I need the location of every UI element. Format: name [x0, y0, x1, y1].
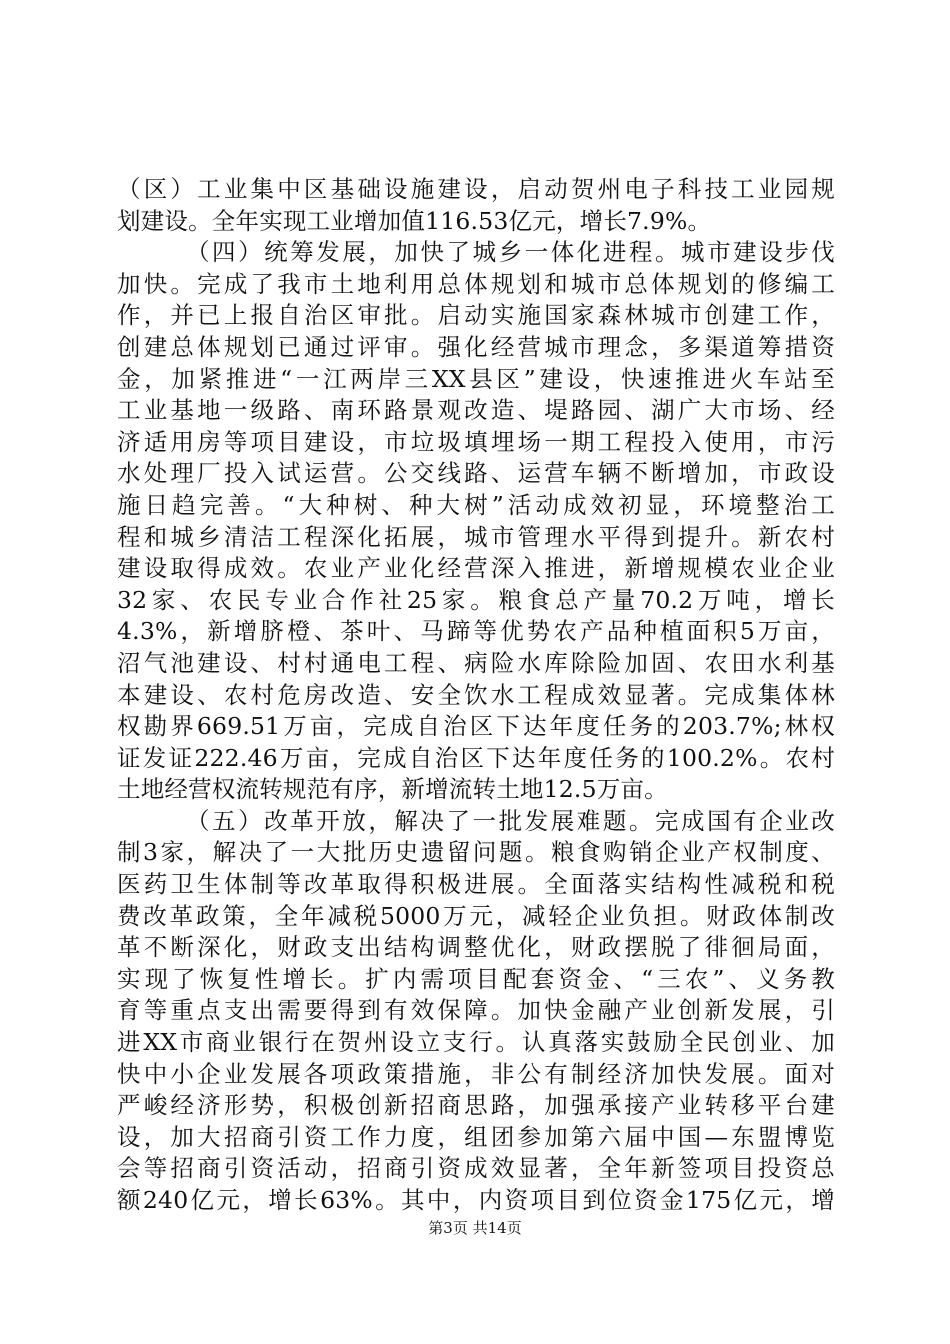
text-line: （五）改革开放，解决了一批发展难题。完成国有企业改: [186, 806, 835, 835]
text-line: 工业基地一级路、南环路景观改造、堤路园、湖广大市场、经: [117, 396, 835, 425]
text-line: 费改革政策，全年减税5000万元，减轻企业负担。财政体制改: [117, 901, 835, 930]
text-line: 32家、农民专业合作社25家。粮食总产量70.2万吨，增长: [117, 585, 835, 614]
text-line: 土地经营权流转规范有序，新增流转土地12.5万亩。: [117, 775, 668, 804]
text-line: 育等重点支出需要得到有效保障。加快金融产业创新发展，引: [117, 996, 835, 1025]
paragraph-continuation: [117, 174, 835, 237]
text-line: （四）统筹发展，加快了城乡一体化进程。城市建设步伐: [186, 238, 835, 267]
text-line: 济适用房等项目建设，市垃圾填埋场一期工程投入使用，市污: [117, 427, 835, 456]
text-line: （区）工业集中区基础设施建设，启动贺州电子科技工业园规: [117, 175, 835, 203]
text-line: 4.3%，新增脐橙、茶叶、马蹄等优势农产品种植面积5万亩，: [117, 617, 835, 646]
text-line: 创建总体规划已通过评审。强化经营城市理念，多渠道筹措资: [117, 332, 835, 361]
text-line: 证发证222.46万亩，完成自治区下达年度任务的100.2%。农村: [117, 743, 835, 772]
document-body: [117, 174, 835, 1217]
text-line: 施日趋完善。“大种树、种大树”活动成效初显，环境整治工: [117, 490, 835, 519]
text-line: 实现了恢复性增长。扩内需项目配套资金、“三农”、义务教: [117, 964, 835, 993]
text-line: 权勘界669.51万亩，完成自治区下达年度任务的203.7%;林权: [117, 712, 835, 741]
text-line: 医药卫生体制等改革取得积极进展。全面落实结构性减税和税: [117, 870, 835, 899]
text-line: 严峻经济形势，积极创新招商思路，加强承接产业转移平台建: [117, 1091, 835, 1120]
paragraph-section-4: [117, 237, 835, 806]
text-line: 程和城乡清洁工程深化拓展，城市管理水平得到提升。新农村: [117, 522, 835, 551]
text-line: 加快。完成了我市土地利用总体规划和城市总体规划的修编工: [117, 269, 835, 298]
text-line: 金，加紧推进“一江两岸三XX县区”建设，快速推进火车站至: [117, 364, 835, 393]
text-line: 进XX市商业银行在贺州设立支行。认真落实鼓励全民创业、加: [117, 1028, 835, 1057]
text-line: 作，并已上报自治区审批。启动实施国家森林城市创建工作，: [117, 301, 835, 330]
text-line: 水处理厂投入试运营。公交线路、运营车辆不断增加，市政设: [117, 459, 835, 488]
text-line: 额240亿元，增长63%。其中，内资项目到位资金175亿元，增: [117, 1186, 835, 1214]
text-line: 本建设、农村危房改造、安全饮水工程成效显著。完成集体林: [117, 680, 835, 709]
text-line: 革不断深化，财政支出结构调整优化，财政摆脱了徘徊局面，: [117, 933, 835, 962]
text-line: 会等招商引资活动，招商引资成效显著，全年新签项目投资总: [117, 1154, 835, 1183]
text-line: 设，加大招商引资工作力度，组团参加第六届中国—东盟博览: [117, 1122, 835, 1151]
text-line: 沼气池建设、村村通电工程、病险水库除险加固、农田水利基: [117, 648, 835, 677]
text-line: 划建设。全年实现工业增加值116.53亿元，增长7.9%。: [117, 206, 712, 235]
text-line: 制3家，解决了一大批历史遗留问题。粮食购销企业产权制度、: [117, 838, 835, 867]
text-line: 快中小企业发展各项政策措施，非公有制经济加快发展。面对: [117, 1059, 835, 1088]
paragraph-section-5: [117, 806, 835, 1217]
page-number-footer: 第3页 共14页: [428, 1219, 522, 1237]
text-line: 建设取得成效。农业产业化经营深入推进，新增规模农业企业: [117, 554, 835, 583]
